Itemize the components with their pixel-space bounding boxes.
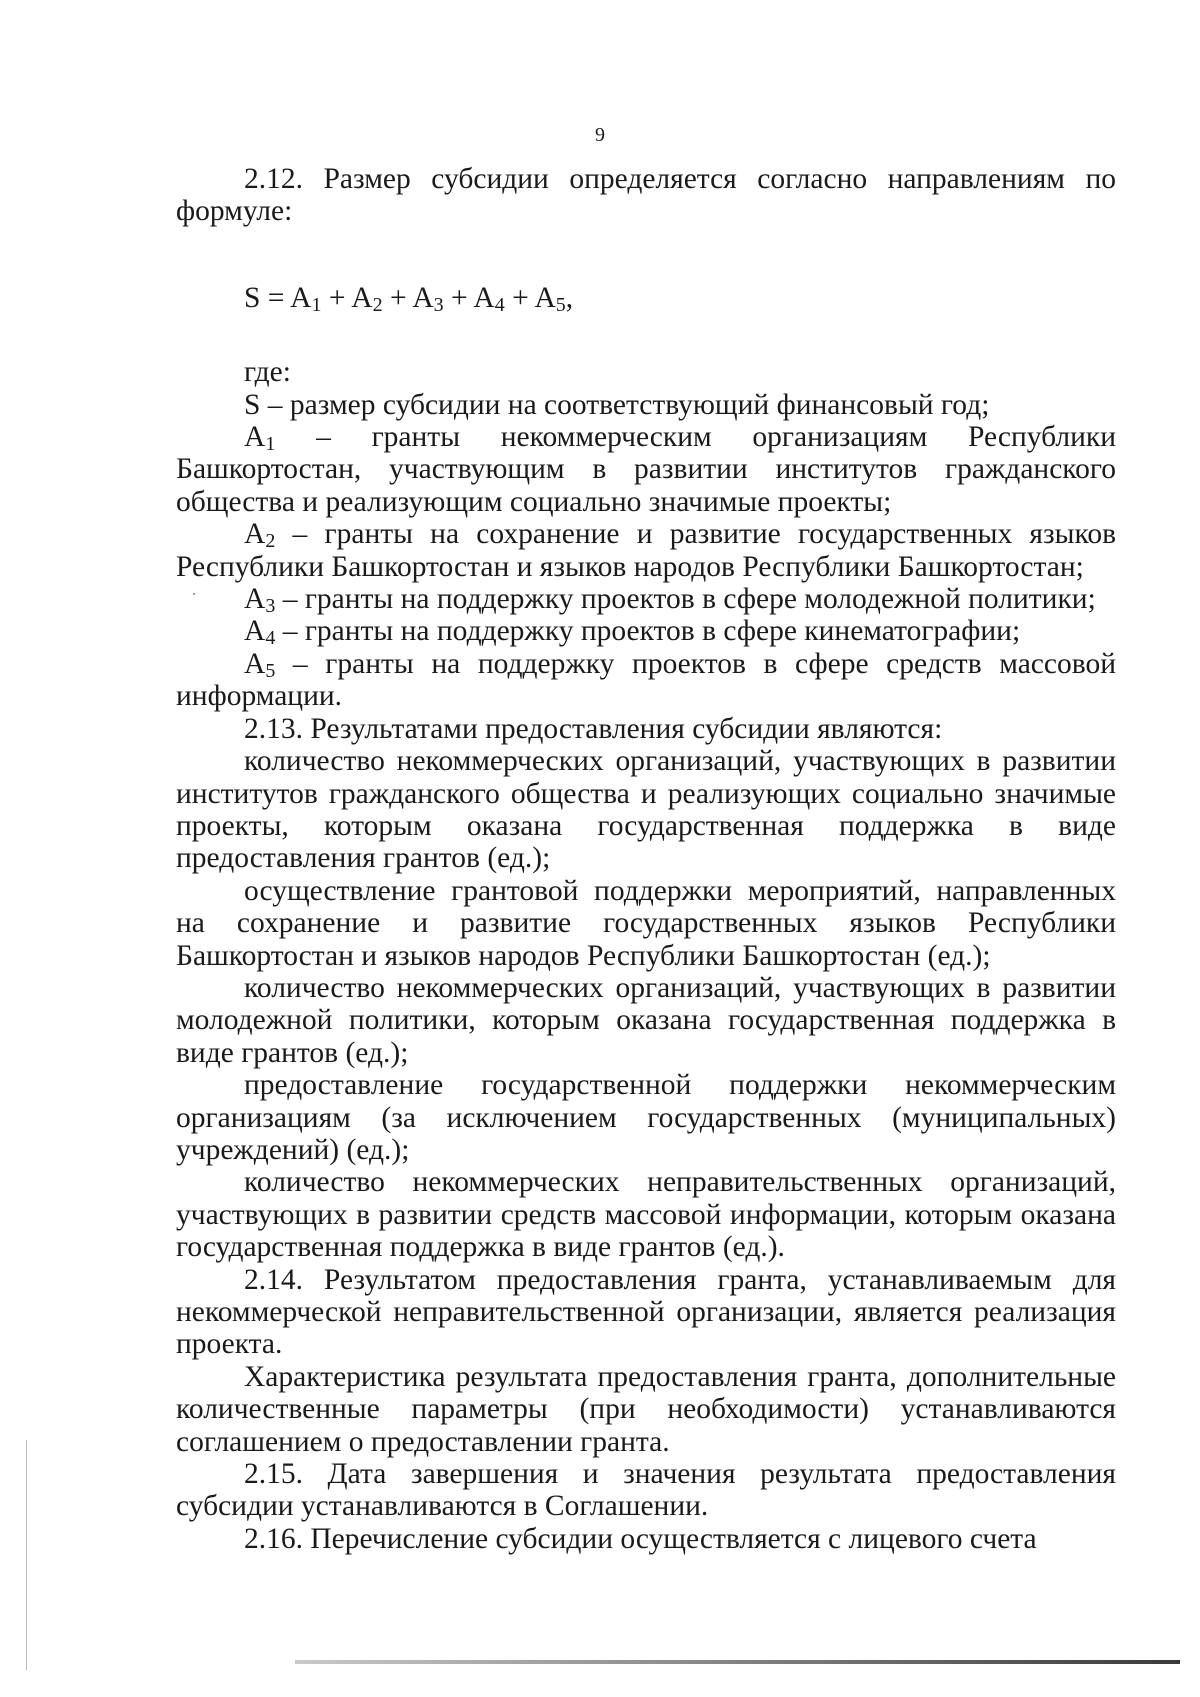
definition-a3: $A_3$ – гранты на поддержку проектов в сфере молодежной политики; [244, 583, 1096, 618]
scan-edge-line [26, 1440, 27, 1670]
paragraph-2-14-characteristics: Характеристика результата предоставления гранта, дополнительные количественные параметры (при необходимости) устанавливаются соглашением о предоставлении гранта. [176, 1360, 1116, 1458]
result-item-3: количество некоммерческих организаций, участвующих в развитии молодежной политики, которым оказана государственная поддержка в виде грантов (ед.); [176, 971, 1116, 1069]
page-number: 9 [595, 124, 605, 146]
subsidy-formula [176, 282, 1116, 314]
result-item-2: осуществление грантовой поддержки мероприятий, направленных на сохранение и развитие государственных языков Республики Башкортостан и языков народов Республики Башкортостан (ед.); [176, 874, 1116, 972]
formula-plus: + [382, 281, 413, 314]
paragraph-2-13: 2.13. Результатами предоставления субсидии являются: [244, 712, 943, 745]
definition-s: S – размер субсидии на соответствующий финансовый год; [244, 388, 990, 421]
formula-end: , [565, 281, 574, 314]
definition-a2: $A_2$ – гранты на сохранение и развитие государственных языков Республики Башкортостан и языков народов Республики Башкортостан; [176, 518, 1116, 583]
formula-term-a3: $A_3$ [412, 281, 444, 316]
result-item-1: количество некоммерческих организаций, участвующих в развитии институтов гражданского общества и реализующих социально значимые проекты, которым оказана государственная поддержка в виде предоставления грантов (ед.); [176, 745, 1116, 875]
paragraph-2-14: 2.14. Результатом предоставления гранта, устанавливаемым для некоммерческой неправительственной организации, является реализация проекта. [176, 1263, 1116, 1361]
formula-plus: + [321, 281, 352, 314]
document-body [176, 163, 1116, 1555]
result-item-5: количество некоммерческих неправительственных организаций, участвующих в развитии средств массовой информации, которым оказана государственная поддержка в виде грантов (ед.). [176, 1166, 1116, 1264]
formula-term-a5: $A_5$ [534, 281, 566, 316]
formula-term-a2: $A_2$ [351, 281, 383, 316]
formula-lhs: S = [244, 281, 291, 314]
paragraph-2-15: 2.15. Дата завершения и значения результата предоставления субсидии устанавливаются в Соглашении. [176, 1458, 1116, 1523]
definition-a5: $A_5$ – гранты на поддержку проектов в сфере средств массовой информации. [176, 647, 1116, 713]
scan-speck [193, 593, 195, 595]
where-label: где: [244, 356, 291, 389]
definition-a1: $A_1$ – гранты некоммерческим организациям Республики Башкортостан, участвующим в развитии институтов гражданского общества и реализующим социально значимые проекты; [176, 421, 1116, 518]
formula-plus: + [443, 281, 474, 314]
paragraph-2-16: 2.16. Перечисление субсидии осуществляется с лицевого счета [244, 1522, 1037, 1555]
result-item-4: предоставление государственной поддержки некоммерческим организациям (за исключением государственных (муниципальных) учреждений) (ед.); [176, 1069, 1116, 1166]
scan-bottom-shadow [295, 1660, 1180, 1664]
definition-a4: $A_4$ – гранты на поддержку проектов в сфере кинематографии; [244, 615, 1021, 650]
formula-term-a4: $A_4$ [473, 281, 505, 316]
paragraph-2-12: 2.12. Размер субсидии определяется согласно направлениям по формуле: [176, 163, 1116, 228]
formula-plus: + [504, 281, 535, 314]
formula-term-a1: $A_1$ [290, 281, 322, 316]
